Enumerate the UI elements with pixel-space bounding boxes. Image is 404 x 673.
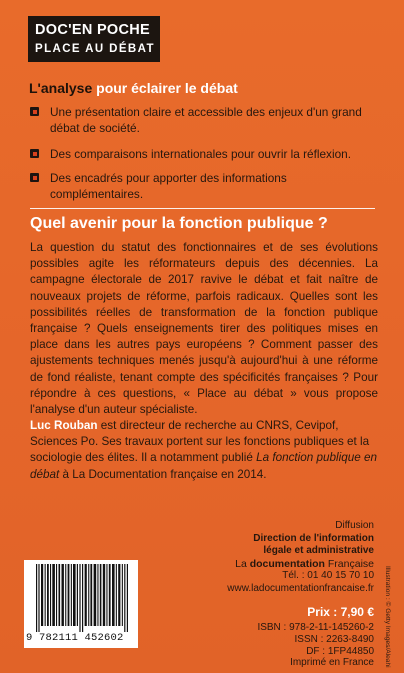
bullet-icon — [30, 107, 39, 116]
isbn: ISBN : 978-2-11-145260-2 — [257, 622, 374, 633]
df-code: DF : 1FP44850 — [306, 645, 374, 657]
author-bio-part1: est directeur de recherche au CNRS, Cevipof, Sciences Po. Ses travaux portent sur les fonctions publiques et la sociologie des élites. Il a notamment publié — [30, 419, 370, 465]
direction-line-2: légale et administrative — [263, 545, 374, 556]
price-label: Prix : 7,90 € — [307, 605, 374, 619]
analyse-heading — [29, 80, 238, 96]
series-title: DOC'EN POCHE — [35, 22, 151, 38]
diffusion-label: Diffusion — [335, 520, 374, 531]
main-title: Quel avenir pour la fonction publique ? — [30, 215, 328, 232]
analyse-heading-strong: L'analyse — [29, 80, 93, 96]
author-bio-part2: à La Documentation française en 2014. — [59, 467, 267, 481]
author-paragraph — [30, 418, 378, 483]
list-item — [30, 146, 370, 162]
list-item-text: Une présentation claire et accessible des enjeux d'un grand débat de société. — [50, 105, 362, 135]
analyse-heading-rest: pour éclairer le débat — [92, 80, 238, 96]
publisher-website: www.ladocumentationfrancaise.fr — [227, 582, 374, 594]
bullet-icon — [30, 173, 39, 182]
publisher-logo-bold: documentation — [249, 557, 325, 570]
list-item — [30, 170, 370, 202]
series-banner — [28, 16, 160, 62]
list-item-text: Des comparaisons internationales pour ouvrir la réflexion. — [50, 147, 351, 161]
publisher-block — [154, 520, 374, 595]
publisher-phone: Tél. : 01 40 15 70 10 — [282, 570, 374, 581]
bullet-icon — [30, 149, 39, 158]
barcode — [24, 560, 138, 648]
illustration-credit — [382, 566, 392, 668]
barcode-digits: 9 782111 452602 — [26, 632, 124, 644]
series-subtitle: PLACE AU DÉBAT — [35, 43, 155, 55]
illustration-credit-text: Illustration : © Getty Images/Aleahi — [384, 566, 391, 668]
publisher-logo-suffix: Française — [324, 557, 374, 570]
list-item-text: Des encadrés pour apporter des informations complémentaires. — [50, 171, 287, 201]
author-name: Luc Rouban — [30, 419, 98, 432]
direction-line-1: Direction de l'information — [253, 532, 374, 544]
publisher-logo-prefix: La — [235, 557, 250, 570]
feature-list — [30, 104, 370, 202]
barcode-icon — [36, 564, 132, 632]
list-item — [30, 104, 370, 136]
author-book-title: La fonction publique en débat — [30, 451, 377, 481]
printed-in: Imprimé en France — [290, 657, 374, 669]
publisher-logo — [154, 558, 374, 571]
section-divider — [30, 208, 375, 209]
summary-paragraph: La question du statut des fonctionnaires et de ses évolutions possibles agite les réformateurs depuis des décennies. La campagne électorale de 2017 ravive le débat et fait naître de nouveaux projets de réforme, parfois radicaux. Quelles sont les possibilités réelles de transformation de la fonction publique française ? Quels enseignements tirer des politiques mises en place dans les autres pays européens ? Comment passer des ajustements techniques menés jusqu'à aujourd'hui à une réforme de fond réaliste, tenant compte des spécificités françaises ? Pour répondre à ces questions, « Place au débat » vous propose l'analyse d'un auteur spécialiste. — [30, 241, 378, 417]
issn: ISSN : 2263-8490 — [294, 633, 374, 645]
identifier-block — [257, 622, 374, 669]
